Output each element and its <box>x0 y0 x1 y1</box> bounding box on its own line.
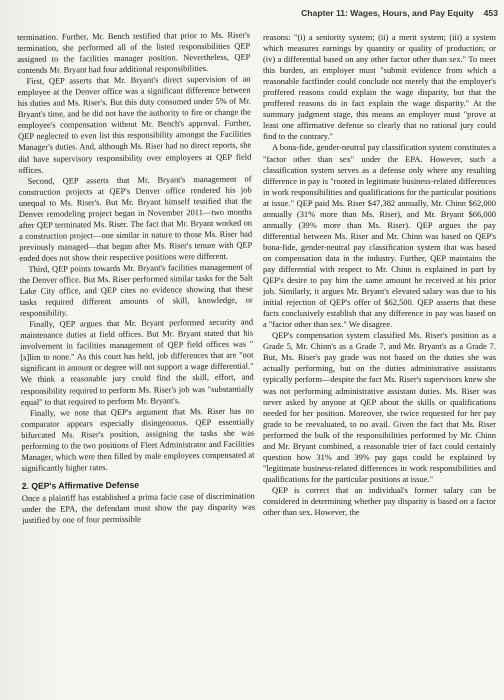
left-column <box>17 30 257 692</box>
paragraph: A bona-fide, gender-neutral pay classification system constitutes a "factor other than sex" under the EPA. However, such a classification system serves as a defense only where any resulting difference in pay is "rooted in legitimate business-related differences in work responsibilities and qualifications for the particular positions at issue." QEP paid Ms. Riser $47,382 annually, Mr. Chinn $62,000 annually (31% more than Ms. Riser), and Mr. Bryant $66,000 annually (39% more than Ms. Riser). QEP argues the pay differential between Ms. Riser and Mr. Chinn was based on QEP's bona-fide, gender-neutral pay classification system that was based on compensation data in the industry. Further, QEP maintains the pay differential with respect to Mr. Chinn is explained in part by QEP's desire to pay him the same amount he received at his prior job. Similarly, it argues Mr. Bryant's elevated salary was due to his initial rejection of QEP's offer of $62,500. QEP asserts that these facts conclusively establish that any difference in pay was based on a "factor other than sex." We disagree. <box>263 142 496 330</box>
paragraph: Finally, QEP argues that Mr. Bryant performed security and maintenance duties at field offices. But Mr. Bryant stated that his involvement in facilities management of QEP field offices was "[s]lim to none." As this court has held, job differences that are "not significant in amount or degree will not support a wage differential." We think a reasonable jury could find the skill, effort, and responsibility required to perform Ms. Riser's job was "substantially equal" to that required to perform Mr. Bryant's. <box>20 316 254 407</box>
paragraph: reasons: "(i) a seniority system; (ii) a merit system; (iii) a system which measures earnings by quantity or quality of production; or (iv) a differential based on any other factor other than sex." To meet this burden, an employer must "submit evidence from which a reasonable factfinder could conclude not merely that the employer's proffered reasons could explain the wage disparity, but that the proffered reasons do in fact explain the wage disparity." At the summary judgment stage, this means an employer must "prove at least one affirmative defense so clearly that no rational jury could find to the contrary." <box>263 32 496 142</box>
paragraph: Finally, we note that QEP's argument that Ms. Riser has no comparator appears especially disingenuous. QEP essentially bifurcated Ms. Riser's position, assigning the tasks she was performing to the two positions of Fleet Administrator and Facilities Manager, which were then filled by male employees compensated at significantly higher rates. <box>21 405 255 473</box>
right-column <box>263 32 496 692</box>
paragraph: Second, QEP asserts that Mr. Bryant's management of construction projects at QEP's Denver office rendered his job unequal to Ms. Riser's. But Mr. Bryant himself testified that the Denver remodeling project began in November 2011—two months after QEP terminated Ms. Riser. The fact that Mr. Bryant worked on a construction project—one similar in nature to those Ms. Riser had previously managed—that began after Ms. Riser's tenure with QEP ended does not show their respective positions were different. <box>18 173 253 263</box>
section-heading: 2. QEP's Affirmative Defense <box>21 479 140 491</box>
running-head <box>286 8 498 18</box>
paragraph: QEP's compensation system classified Ms. Riser's position as a Grade 5, Mr. Chinn's as a Grade 7, and Mr. Bryant's as a Grade 7. But, Ms. Riser's pay grade was not based on the duties she was actually performing, but on the duties administrative assistants typically perform—despite the fact Ms. Riser's supervisors knew she was not performing administrative assistant duties. Ms. Riser was never asked by anyone at QEP about the skills or qualifications needed for her position. Moreover, she twice requested for her pay grade to be reevaluated, to no avail. Given the fact that Ms. Riser performed the bulk of the responsibilities performed by Mr. Chinn and Mr. Bryant combined, a reasonable trier of fact could certainly question how 31% and 39% pay gaps could be explained by "legitimate business-related differences in work responsibilities and qualifications for the particular positions at issue." <box>263 330 496 484</box>
paragraph: Once a plaintiff has established a prima facie case of discrimination under the EPA, the defendant must show the pay disparity was justified by one of four permissible <box>21 490 256 525</box>
chapter-title: Chapter 11: Wages, Hours, and Pay Equity <box>301 8 474 18</box>
page-number: 453 <box>483 8 498 18</box>
paragraph: Third, QEP points towards Mr. Bryant's facilities management of the Denver office. But Ms. Riser performed similar tasks for the Salt Lake City office, and QEP cites no evidence showing that these tasks required different amounts of skill, knowledge, or responsibility. <box>19 261 253 319</box>
paragraph: termination. Further, Mr. Bench testified that prior to Ms. Riser's termination, she performed all of the listed responsibilities QEP assigned to the facilities manager position. Nevertheless, QEP contends Mr. Bryant had four additional responsibilities. <box>17 29 251 76</box>
text-columns <box>17 29 497 692</box>
paragraph: QEP is correct that an individual's former salary can be considered in determining whether pay disparity is based on a factor other than sex. However, the <box>263 484 496 518</box>
paragraph: First, QEP asserts that Mr. Bryant's direct supervision of an employee at the Denver office was a significant difference between his duties and Ms. Riser's. But this duty consumed under 5% of Mr. Bryant's time, and he did not have the authority to fire or change the employee's compensation without Mr. Bench's approval. Further, QEP neglected to even list this responsibility amongst the Facilities Manager's duties. And, although Ms. Riser had no direct reports, she did have supervisory responsibility over employees at QEP field offices. <box>17 73 252 175</box>
